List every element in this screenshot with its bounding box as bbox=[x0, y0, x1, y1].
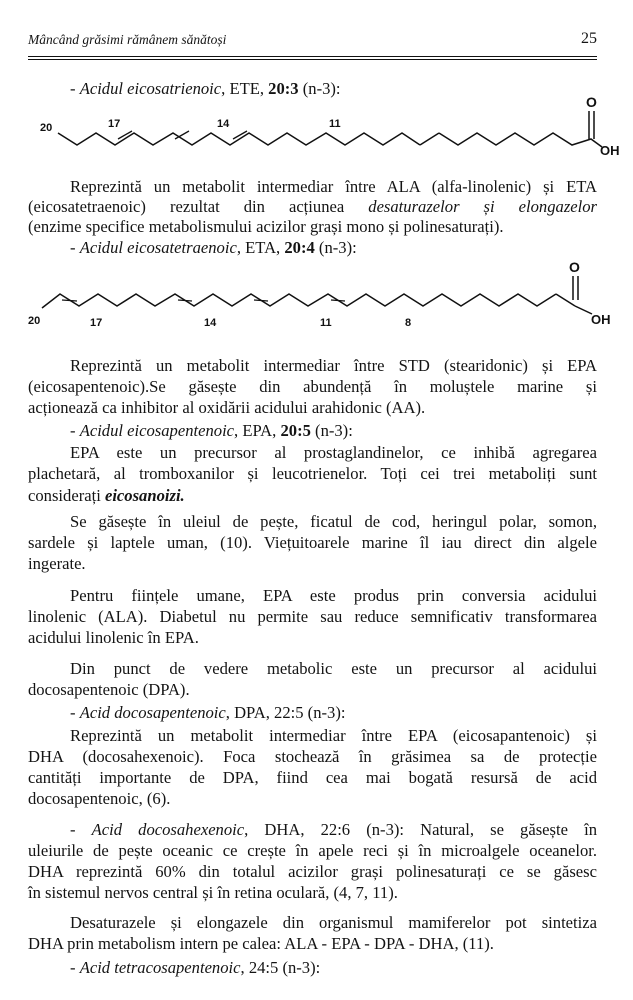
paragraph-line: docosapentenoic, (6). bbox=[28, 789, 171, 808]
paragraph-line bbox=[28, 486, 597, 506]
carbon-label-20: 20 bbox=[28, 315, 41, 327]
ete-structure-diagram bbox=[28, 94, 620, 167]
dash: - bbox=[70, 703, 80, 722]
acid-series: (n-3): bbox=[310, 421, 353, 440]
hydroxyl-bond bbox=[575, 306, 592, 314]
acid-formula: 20:5 bbox=[280, 421, 311, 440]
chain-tail bbox=[439, 133, 602, 147]
emphasis-text: desaturazelor și elongazelor bbox=[368, 197, 598, 216]
text-run: considerați bbox=[28, 486, 105, 505]
oxygen-label: O bbox=[569, 259, 580, 275]
paragraph-line: ingerate. bbox=[28, 554, 86, 573]
eta-carbon-chain bbox=[42, 294, 556, 308]
header-rule-thin bbox=[28, 59, 597, 60]
acid-abbr: , ETA, bbox=[236, 238, 285, 257]
acid-details: , DHA, 22:6 (n-3): Natural, se găsește în bbox=[244, 820, 597, 839]
section-heading-epa bbox=[70, 421, 597, 441]
running-header bbox=[28, 32, 597, 54]
paragraph-line: acidului linolenic în EPA. bbox=[28, 628, 199, 647]
paragraph-line: (enzime specifice metabolismului acizilor grași mono și polinesaturați). bbox=[28, 217, 504, 236]
section-heading-tpa bbox=[70, 958, 597, 978]
dash: - bbox=[70, 958, 80, 977]
acid-name: Acid docosapentenoic bbox=[79, 703, 226, 722]
header-rule-thick bbox=[28, 56, 597, 57]
carbon-label-14: 14 bbox=[217, 118, 230, 130]
eta-structure-diagram bbox=[28, 256, 611, 336]
acid-series: (n-3): bbox=[314, 238, 357, 257]
paragraph-line: uleiurile de pește oceanic ce crește în apele reci și în microalgele oceanelor. bbox=[28, 841, 597, 860]
dash: - bbox=[70, 238, 80, 257]
acid-name: Acid tetracosapentenoic bbox=[79, 958, 241, 977]
paragraph-line: linolenic (ALA). Diabetul nu permite sau reduce semnificativ transformarea bbox=[28, 607, 597, 626]
section-heading-dpa bbox=[70, 703, 597, 723]
double-bond-14 bbox=[178, 300, 192, 301]
running-title: Mâncând grăsimi rămânem sănătoși bbox=[28, 32, 227, 47]
chain-bond bbox=[556, 294, 575, 306]
carbon-label-14: 14 bbox=[204, 317, 217, 329]
acid-name: Acidul eicosatetraenoic bbox=[79, 238, 237, 257]
acid-formula: 20:4 bbox=[284, 238, 315, 257]
acid-abbr: , EPA, bbox=[234, 421, 281, 440]
ete-carbon-chain bbox=[58, 133, 420, 145]
paragraph-line: cantități importante de DPA, fiind cea mai bogată resursă de acid bbox=[28, 768, 597, 787]
acid-name: Acidul eicosatrienoic bbox=[79, 79, 222, 98]
acid-formula: 20:3 bbox=[268, 79, 299, 98]
paragraph-line: Reprezintă un metabolit intermediar între EPA (eicosapantenoic) și bbox=[70, 726, 597, 745]
paragraph-line: Reprezintă un metabolit intermediar între ALA (alfa-linolenic) și ETA bbox=[70, 177, 597, 196]
dash: - bbox=[70, 421, 80, 440]
carbon-label-11: 11 bbox=[320, 317, 332, 329]
paragraph-line: sardele și laptele uman, (10). Viețuitoarele marine îl iau direct din algele bbox=[28, 533, 597, 552]
paragraph-line: Se găsește în uleiul de pește, ficatul de cod, heringul polar, somon, bbox=[70, 512, 597, 531]
page-number: 25 bbox=[581, 30, 597, 47]
dash: - bbox=[70, 820, 92, 839]
paragraph-line: DHA reprezintă 60% din totalul acizilor grași polinesaturați ce se găsesc bbox=[28, 862, 597, 881]
paragraph-line: DHA (docosahexenoic). Foca stochează în grăsimea sa de protecție bbox=[28, 747, 597, 766]
carbon-label-20: 20 bbox=[40, 122, 53, 134]
text-run: (eicosatetraenoic) rezultat din acțiunea bbox=[28, 197, 369, 216]
acid-details: , 24:5 (n-3): bbox=[240, 958, 321, 977]
acid-name: Acidul eicosapentenoic bbox=[79, 421, 235, 440]
acid-details: , DPA, 22:5 (n-3): bbox=[225, 703, 346, 722]
paragraph-line: acționează ca inhibitor al oxidării acidului arahidonic (AA). bbox=[28, 398, 426, 417]
emphasis-term: eicosanoizi. bbox=[104, 486, 185, 505]
acid-abbr: , ETE, bbox=[221, 79, 269, 98]
paragraph-line: Reprezintă un metabolit intermediar între STD (stearidonic) și EPA bbox=[70, 356, 597, 375]
hydroxyl-label: OH bbox=[591, 312, 611, 327]
double-bond-11 bbox=[254, 300, 268, 301]
paragraph-line: EPA este un precursor al prostaglandinelor, ce inhibă agregarea bbox=[70, 443, 597, 462]
section-heading-dha bbox=[70, 820, 597, 840]
acid-name: Acid docosahexenoic bbox=[91, 820, 245, 839]
paragraph-line: docosapentenoic (DPA). bbox=[28, 680, 190, 699]
oxygen-label: O bbox=[586, 94, 597, 110]
dash: - bbox=[70, 79, 80, 98]
double-bond-8 bbox=[331, 300, 345, 301]
paragraph-line bbox=[28, 197, 597, 217]
carbon-label-8: 8 bbox=[405, 317, 412, 329]
carbon-label-11: 11 bbox=[329, 118, 341, 130]
paragraph-line: (eicosapentenoic).Se găsește din abundență în moluștele marine și bbox=[28, 377, 597, 396]
paragraph-line: plachetară, al tromboxanilor și leucotrienelor. Toți cei trei metaboliți sunt bbox=[28, 464, 597, 483]
double-bond-17 bbox=[62, 300, 77, 301]
hydroxyl-label: OH bbox=[600, 143, 620, 158]
acid-series: (n-3): bbox=[298, 79, 341, 98]
paragraph-line: Pentru ființele umane, EPA este produs prin conversia acidului bbox=[70, 586, 597, 605]
paragraph-line: Desaturazele și elongazele din organismul mamiferelor pot sintetiza bbox=[70, 913, 597, 932]
paragraph-line: în sistemul nervos central și în retina oculară, (4, 7, 11). bbox=[28, 883, 398, 902]
chain-bond bbox=[420, 133, 439, 145]
paragraph-line: Din punct de vedere metabolic este un precursor al acidului bbox=[70, 659, 597, 678]
section-heading-eta bbox=[70, 238, 597, 258]
carbon-label-17: 17 bbox=[108, 118, 121, 130]
paragraph-line: DHA prin metabolism intern pe calea: ALA - EPA - DPA - DHA, (11). bbox=[28, 934, 494, 953]
carbon-label-17: 17 bbox=[90, 317, 103, 329]
